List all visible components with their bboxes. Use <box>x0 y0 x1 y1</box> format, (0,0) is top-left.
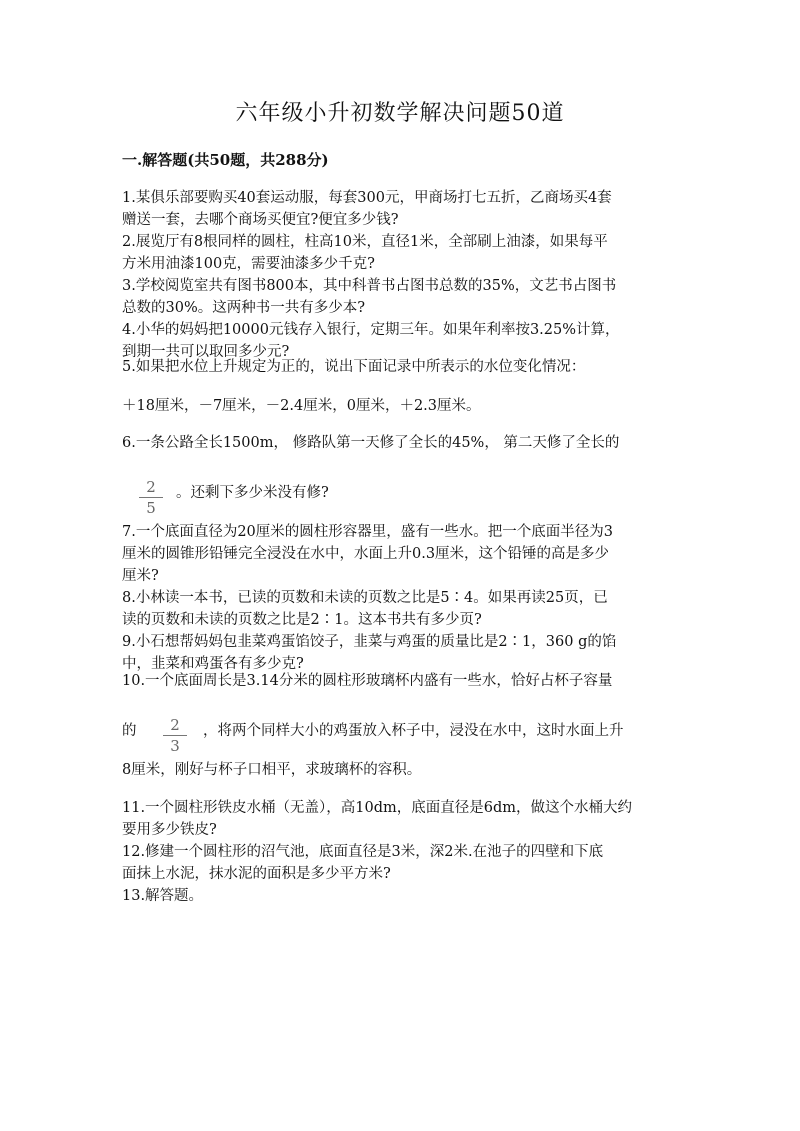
question-line: 11.一个圆柱形铁皮水桶（无盖），高10dm，底面直径是6dm，做这个水桶大约 <box>122 800 633 816</box>
fraction-denominator: 3 <box>170 737 180 755</box>
question-10-prefix: 的 <box>122 723 137 739</box>
question-line: 中，韭菜和鸡蛋各有多少克? <box>122 656 304 672</box>
question-12 <box>122 841 682 885</box>
question-11 <box>122 797 682 841</box>
question-2 <box>122 231 682 275</box>
fraction-denominator: 5 <box>146 499 156 517</box>
question-line: 7.一个底面直径为20厘米的圆柱形容器里，盛有一些水。把一个底面半径为3 <box>122 524 614 540</box>
question-line: 赠送一套，去哪个商场买便宜?便宜多少钱? <box>122 212 399 228</box>
question-line: 4.小华的妈妈把10000元钱存入银行，定期三年。如果年利率按3.25%计算， <box>122 322 620 338</box>
question-line: 读的页数和未读的页数之比是2∶1。这本书共有多少页? <box>122 612 482 628</box>
question-1 <box>122 187 682 231</box>
question-10-tail <box>122 759 682 781</box>
page-title: 六年级小升初数学解决问题50道 <box>235 101 565 126</box>
question-10-middle: ，将两个同样大小的鸡蛋放入杯子中，浸没在水中，这时水面上升 <box>203 723 624 739</box>
question-9 <box>122 631 682 675</box>
question-line: 5.如果把水位上升规定为正的，说出下面记录中所表示的水位变化情况： <box>122 359 586 375</box>
question-7 <box>122 521 682 587</box>
question-line: 1.某俱乐部要购买40套运动服，每套300元，甲商场打七五折，乙商场买4套 <box>122 190 612 206</box>
fraction-numerator: 2 <box>163 716 187 736</box>
question-line: 10.一个底面周长是3.14分米的圆柱形玻璃杯内盛有一些水，恰好占杯子容量 <box>122 673 613 689</box>
question-5-values <box>122 395 682 417</box>
question-line: 到期一共可以取回多少元? <box>122 344 290 360</box>
fraction-two-fifths <box>139 478 163 517</box>
question-line: 8厘米，刚好与杯子口相平，求玻璃杯的容积。 <box>122 762 422 778</box>
question-line: 总数的30%。这两种书一共有多少本? <box>122 300 366 316</box>
question-line: 要用多少铁皮? <box>122 822 217 838</box>
question-5 <box>122 356 682 378</box>
question-10 <box>122 670 682 692</box>
question-line: 面抹上水泥，抹水泥的面积是多少平方米? <box>122 866 391 882</box>
question-line: 12.修建一个圆柱形的沼气池，底面直径是3米，深2米.在池子的四壁和下底 <box>122 844 604 860</box>
question-line: 6.一条公路全长1500m， 修路队第一天修了全长的45%， 第二天修了全长的 <box>122 435 620 451</box>
question-line: 9.小石想帮妈妈包韭菜鸡蛋馅饺子，韭菜与鸡蛋的质量比是2∶1，360 g的馅 <box>122 634 617 650</box>
fraction-two-thirds <box>163 716 187 755</box>
question-13 <box>122 885 682 907</box>
question-6-tail: 。还剩下多少米没有修? <box>176 485 329 501</box>
question-3 <box>122 275 682 319</box>
question-line: 3.学校阅览室共有图书800本，其中科普书占图书总数的35%，文艺书占图书 <box>122 278 617 294</box>
question-6 <box>122 432 682 454</box>
question-line: 方米用油漆100克，需要油漆多少千克? <box>122 256 375 272</box>
question-8 <box>122 587 682 631</box>
question-line: 厘米? <box>122 568 159 584</box>
question-line: 13.解答题。 <box>122 888 204 904</box>
section-heading: 一.解答题(共50题，共288分) <box>122 151 329 169</box>
water-level-values: ＋18厘米，－7厘米，－2.4厘米，0厘米，＋2.3厘米。 <box>122 398 481 414</box>
fraction-numerator: 2 <box>139 478 163 498</box>
question-line: 2.展览厅有8根同样的圆柱，柱高10米，直径1米，全部刷上油漆，如果每平 <box>122 234 608 250</box>
question-line: 8.小林读一本书，已读的页数和未读的页数之比是5∶4。如果再读25页，已 <box>122 590 608 606</box>
question-line: 厘米的圆锥形铅锤完全浸没在水中，水面上升0.3厘米，这个铅锤的高是多少 <box>122 546 610 562</box>
